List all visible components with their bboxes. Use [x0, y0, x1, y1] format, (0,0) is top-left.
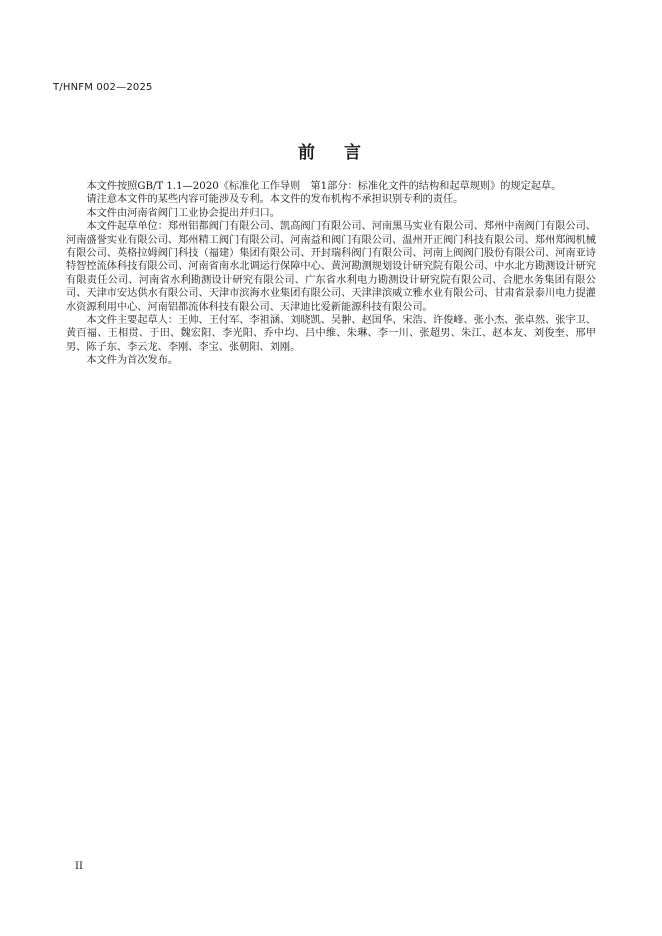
paragraph-patent-notice: 请注意本文件的某些内容可能涉及专利。本文件的发布机构不承担识别专利的责任。	[86, 194, 464, 206]
paragraph-drafting-organizations: 本文件起草单位：郑州铝都阀门有限公司、凯高阀门有限公司、河南黑马实业有限公司、郑州中南阀门有限公司、河南盛誉实业有限公司、郑州精工阀门有限公司、河南益和阀门有限公司、温州开正阀门科技有限公司、郑州郑阀机械有限公司、英格拉姆阀门科技（福建）集团有限公司、开封瑞科阀门有限公司、河南上阀阀门股份有限公司、河南亚诗特智控流体科技有限公司、河南省南水北调运行保障中心、黄河勘测规划设计研究院有限公司、中水北方勘测设计研究有限责任公司、河南省水利勘测设计研究有限公司、广东省水利电力勘测设计研究院有限公司、合肥水务集团有限公司、天津市安达供水有限公司、天津市滨海水业集团有限公司、天津津滨威立雅水业有限公司、甘肃省景泰川电力提灌水资源利用中心、河南铝都流体科技有限公司、天津迪比爱新能源科技有限公司。	[66, 221, 596, 313]
paragraph-drafters: 本文件主要起草人：王帅、王付军、李祖涵、刘晓凯、吴翀、赵国华、宋浩、许俊峰、张小杰、张卓然、张宇卫、黄百福、王相贯、于田、魏宏阳、李光阳、乔中均、吕中维、朱琳、李一川、张超男、朱江、赵本友、刘俊奎、邢甲男、陈子东、李云龙、李刚、李宝、张朝阳、刘刚。	[66, 315, 596, 353]
page-number: II	[75, 861, 83, 872]
paragraph-drafting-rules: 本文件按照GB/T 1.1—2020《标准化工作导则 第1部分：标准化文件的结构和起草规则》的规定起草。	[86, 181, 562, 192]
document-code: T/HNFM 002—2025	[53, 82, 153, 93]
foreword-body	[66, 180, 596, 368]
page-title	[0, 138, 662, 163]
paragraph-proposer: 本文件由河南省阀门工业协会提出并归口。	[86, 207, 280, 219]
page-title-part1: 前	[298, 143, 318, 163]
paragraph-first-release: 本文件为首次发布。	[86, 355, 179, 367]
page-title-part2: 言	[344, 143, 364, 163]
